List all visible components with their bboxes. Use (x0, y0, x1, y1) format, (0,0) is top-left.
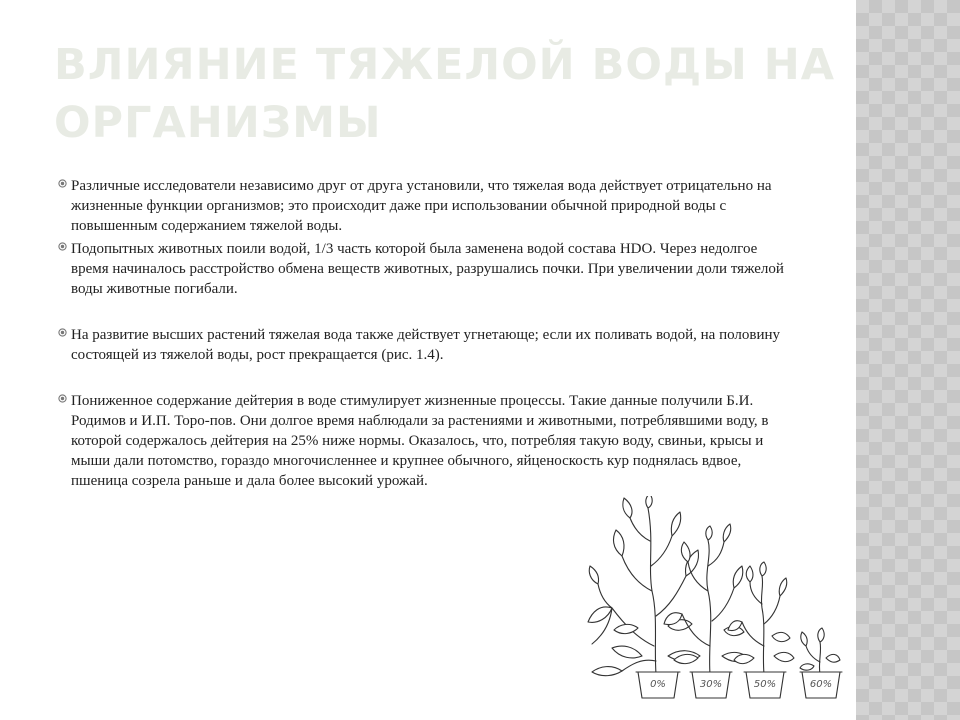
bullet-item (58, 391, 798, 491)
pot-label: 50% (753, 679, 777, 690)
decorative-side-panel (856, 0, 960, 720)
bullet-text: Пониженное содержание дейтерия в воде стимулирует жизненные процессы. Такие данные получили Б.И. Родимов и И.П. Торо-пов. Они долгое время наблюдали за растениями и животными, потреблявшими воду, в которой содержалось дейтерия на 25% ниже нормы. Оказалось, что, потребляя такую воду, свиньи, крысы и мыши дали потомство, гораздо многочисленнее и крупнее обычного, яйценоскость кур поднялась вдвое, пшеница созрела раньше и дала более высокий урожай. (71, 393, 769, 489)
slide-title: ВЛИЯНИЕ ТЯЖЕЛОЙ ВОДЫ НА ОРГАНИЗМЫ (54, 40, 836, 148)
bullet-ring-icon (58, 242, 67, 251)
bullet-ring-icon (58, 394, 67, 403)
plant-growth-figure (582, 496, 850, 706)
bullet-list (58, 176, 798, 491)
plant-illustration (582, 496, 850, 706)
bullet-item (58, 325, 798, 365)
bullet-item (58, 176, 798, 236)
bullet-ring-icon (58, 179, 67, 188)
pot-label: 30% (699, 679, 723, 690)
bullet-item (58, 239, 798, 299)
pot-label: 0% (650, 679, 666, 690)
bullet-text: Подопытных животных поили водой, 1/3 часть которой была заменена водой состава HDO. Через недолгое время начиналось расстройство обмена веществ животных, разрушались почки. При увеличении доли тяжелой воды животные погибали. (71, 241, 784, 297)
bullet-text: Различные исследователи независимо друг от друга установили, что тяжелая вода действует отрицательно на жизненные функции организмов; это происходит даже при использовании обычной природной воды с повышенным содержанием тяжелой воды. (71, 178, 772, 234)
bullet-ring-icon (58, 328, 67, 337)
bullet-text: На развитие высших растений тяжелая вода также действует угнетающе; если их поливать водой, на половину состоящей из тяжелой воды, рост прекращается (рис. 1.4). (71, 327, 781, 363)
pot-label: 60% (809, 679, 833, 690)
